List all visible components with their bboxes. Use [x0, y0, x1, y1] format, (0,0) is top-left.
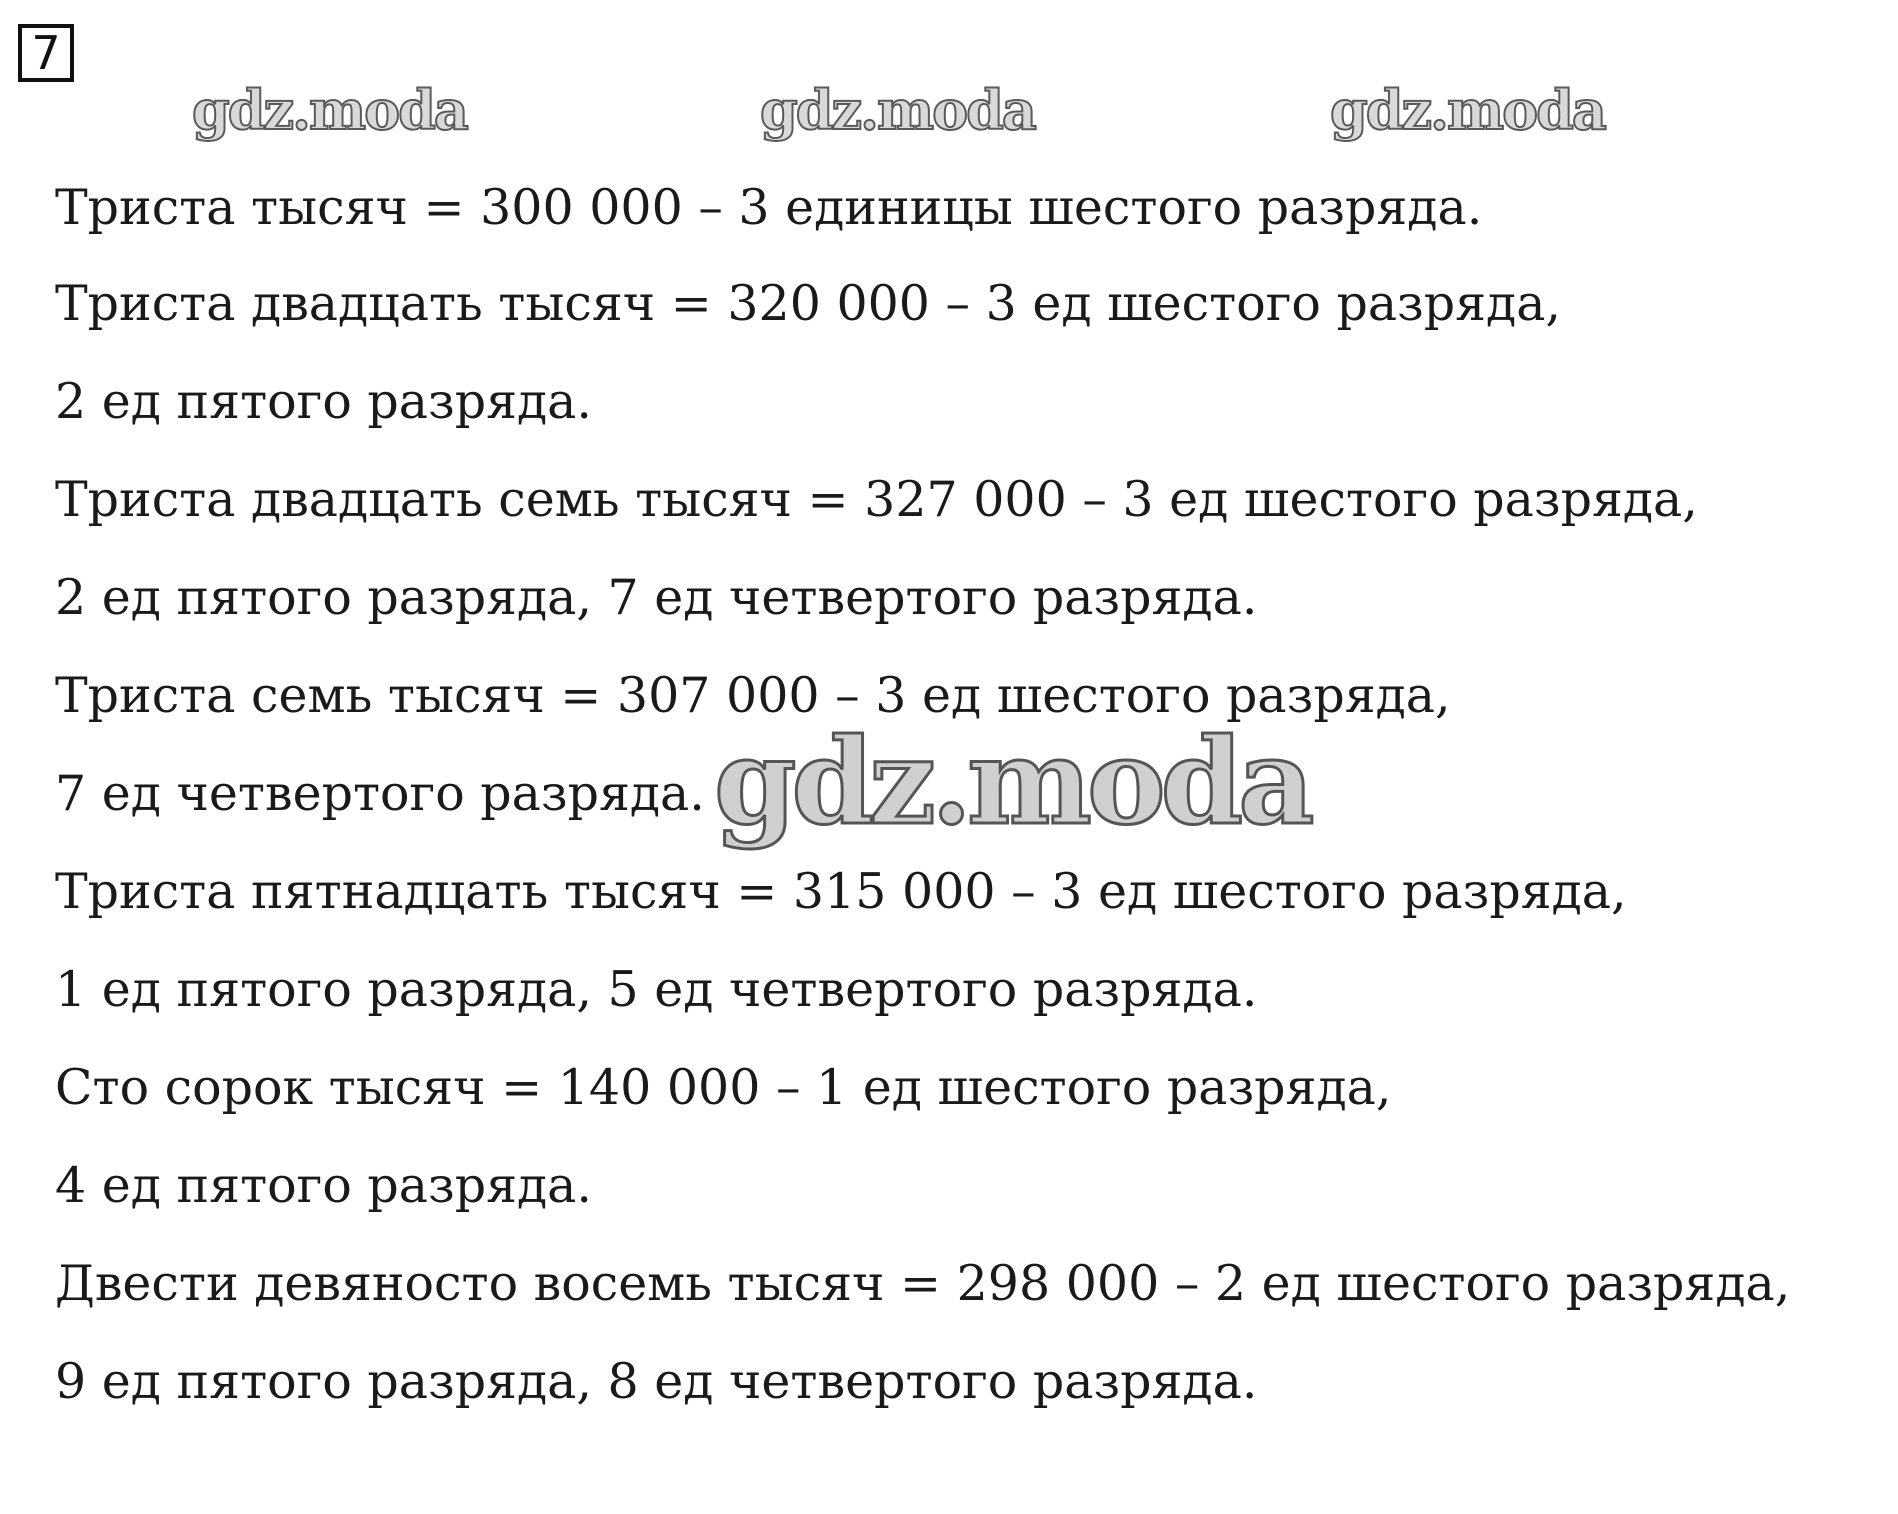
solution-line: 2 ед пятого разряда, 7 ед четвертого разряда. [55, 569, 1258, 626]
solution-line: Сто сорок тысяч = 140 000 – 1 ед шестого разряда, [55, 1059, 1392, 1116]
solution-line: 9 ед пятого разряда, 8 ед четвертого разряда. [55, 1353, 1258, 1410]
solution-line: 4 ед пятого разряда. [55, 1157, 592, 1214]
solution-line: 7 ед четвертого разряда. [55, 765, 705, 822]
solution-line: Триста двадцать тысяч = 320 000 – 3 ед шестого разряда, [55, 275, 1562, 332]
watermark-center: gdz.moda [714, 712, 1310, 851]
solution-line: 1 ед пятого разряда, 5 ед четвертого разряда. [55, 961, 1258, 1018]
solution-line: Триста семь тысяч = 307 000 – 3 ед шестого разряда, [55, 667, 1451, 724]
watermark: gdz.moda [192, 78, 467, 142]
watermark: gdz.moda [1330, 78, 1605, 142]
task-number-box: 7 [18, 24, 74, 82]
solution-line: Триста двадцать семь тысяч = 327 000 – 3 ед шестого разряда, [55, 471, 1698, 528]
solution-line: 2 ед пятого разряда. [55, 373, 592, 430]
solution-line: Триста тысяч = 300 000 – 3 единицы шестого разряда. [55, 179, 1483, 236]
solution-line: Двести девяносто восемь тысяч = 298 000 – 2 ед шестого разряда, [55, 1255, 1791, 1312]
watermark: gdz.moda [760, 78, 1035, 142]
solution-line: Триста пятнадцать тысяч = 315 000 – 3 ед шестого разряда, [55, 863, 1627, 920]
